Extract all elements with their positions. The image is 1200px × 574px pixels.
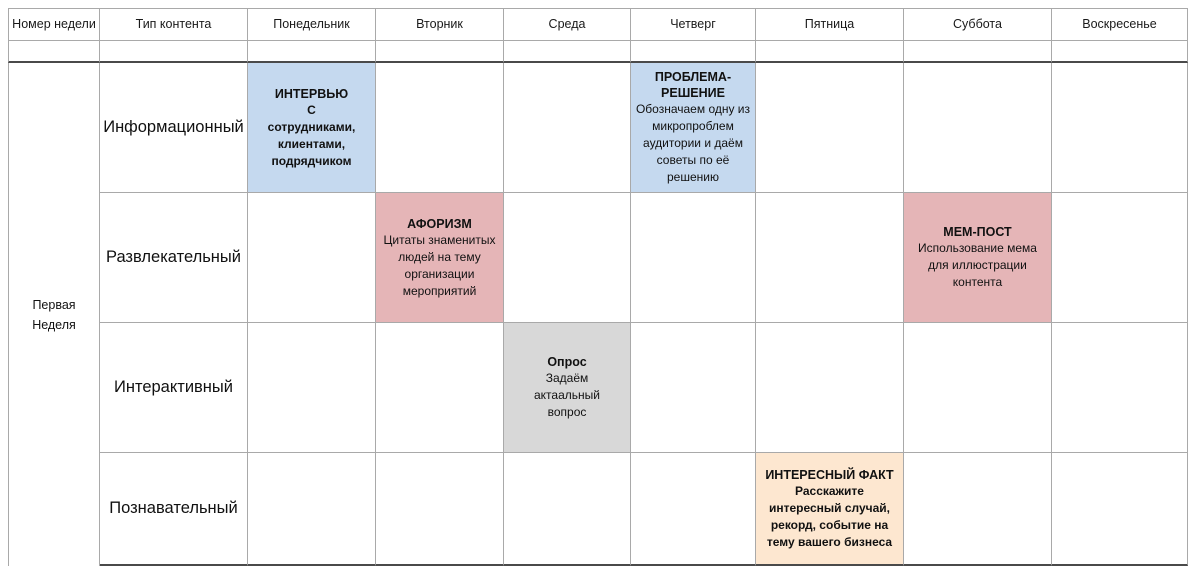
empty-cell bbox=[1052, 323, 1188, 453]
empty-cell bbox=[504, 453, 631, 566]
spacer-cell bbox=[1052, 41, 1188, 63]
header-monday: Понедельник bbox=[248, 8, 376, 41]
empty-cell bbox=[756, 323, 904, 453]
empty-cell bbox=[248, 453, 376, 566]
content-type-entertaining: Развлекательный bbox=[100, 193, 248, 323]
header-week-number: Номер недели bbox=[8, 8, 100, 41]
content-plan-table bbox=[8, 8, 1188, 566]
empty-cell bbox=[631, 193, 756, 323]
empty-cell bbox=[248, 323, 376, 453]
empty-cell bbox=[248, 193, 376, 323]
header-friday: Пятница bbox=[756, 8, 904, 41]
empty-cell bbox=[756, 63, 904, 193]
content-type-interactive: Интерактивный bbox=[100, 323, 248, 453]
post-aphorism-cell bbox=[376, 193, 504, 323]
post-title: МЕМ-ПОСТ bbox=[943, 225, 1012, 239]
spacer-cell bbox=[504, 41, 631, 63]
empty-cell bbox=[1052, 193, 1188, 323]
empty-cell bbox=[904, 453, 1052, 566]
spacer-cell bbox=[248, 41, 376, 63]
post-title: ИНТЕРВЬЮ bbox=[274, 86, 349, 101]
post-description: Задаём актаальный вопрос bbox=[534, 371, 600, 419]
spacer-cell bbox=[756, 41, 904, 63]
post-description: Использование мема для иллюстрации контента bbox=[918, 241, 1037, 289]
post-title: ПРОБЛЕМА-РЕШЕНИЕ bbox=[654, 70, 732, 100]
post-title: Опрос bbox=[547, 355, 587, 369]
empty-cell bbox=[504, 193, 631, 323]
post-description: Обозначаем одну из микропроблем аудитории и даём советы по её решению bbox=[635, 102, 751, 184]
empty-cell bbox=[376, 323, 504, 453]
spacer-cell bbox=[904, 41, 1052, 63]
header-thursday: Четверг bbox=[631, 8, 756, 41]
empty-cell bbox=[631, 453, 756, 566]
header-wednesday: Среда bbox=[504, 8, 631, 41]
empty-cell bbox=[376, 63, 504, 193]
empty-cell bbox=[631, 323, 756, 453]
post-description: Цитаты знаменитых людей на тему организации мероприятий bbox=[383, 232, 496, 298]
post-problem-solution-cell bbox=[631, 63, 756, 193]
empty-cell bbox=[504, 63, 631, 193]
spacer-cell bbox=[100, 41, 248, 63]
spacer-cell bbox=[631, 41, 756, 63]
post-poll-cell bbox=[504, 323, 631, 453]
empty-cell bbox=[1052, 63, 1188, 193]
post-description: Расскажите интересный случай, рекорд, событие на тему вашего бизнеса bbox=[766, 483, 893, 549]
post-interesting-fact-cell bbox=[756, 453, 904, 566]
empty-cell bbox=[1052, 453, 1188, 566]
post-description: С сотрудниками, клиентами, подрядчиком bbox=[267, 102, 356, 168]
header-saturday: Суббота bbox=[904, 8, 1052, 41]
content-type-educational: Познавательный bbox=[100, 453, 248, 566]
header-tuesday: Вторник bbox=[376, 8, 504, 41]
header-content-type: Тип контента bbox=[100, 8, 248, 41]
spacer-cell bbox=[8, 41, 100, 63]
header-sunday: Воскресенье bbox=[1052, 8, 1188, 41]
empty-cell bbox=[904, 323, 1052, 453]
empty-cell bbox=[376, 453, 504, 566]
post-interview-cell bbox=[248, 63, 376, 193]
content-type-informational: Информационный bbox=[100, 63, 248, 193]
empty-cell bbox=[756, 193, 904, 323]
post-meme-cell bbox=[904, 193, 1052, 323]
empty-cell bbox=[904, 63, 1052, 193]
post-title: АФОРИЗМ bbox=[407, 216, 472, 231]
post-title: ИНТЕРЕСНЫЙ ФАКТ bbox=[765, 467, 894, 482]
spacer-cell bbox=[376, 41, 504, 63]
week-label: Первая Неделя bbox=[8, 63, 100, 566]
